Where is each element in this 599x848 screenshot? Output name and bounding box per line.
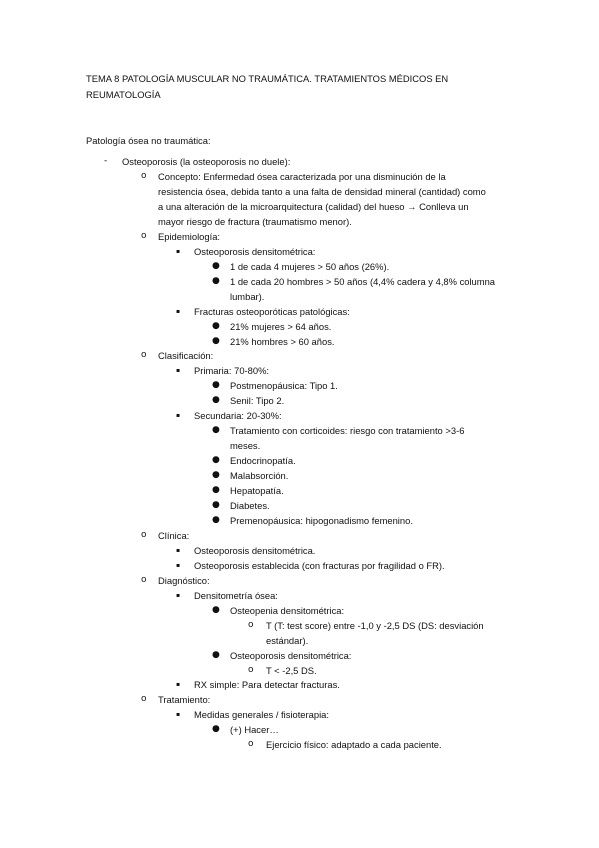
circle-bullet: o xyxy=(248,620,254,630)
dot-bullet: ● xyxy=(212,380,220,390)
dot-bullet: ● xyxy=(212,650,220,660)
square-bullet: ▪ xyxy=(176,562,181,569)
dot-bullet: ● xyxy=(212,515,220,525)
epidemiologia-heading: Epidemiología: xyxy=(158,231,221,242)
circle-bullet: o xyxy=(141,694,147,704)
secundaria-item-4: Hepatopatía. xyxy=(230,485,284,496)
square-bullet: ▪ xyxy=(176,248,181,255)
dot-bullet: ● xyxy=(212,455,220,465)
secundaria-heading: Secundaria: 20-30%: xyxy=(194,410,282,421)
square-bullet: ▪ xyxy=(176,547,181,554)
secundaria-item-1-line-2: meses. xyxy=(230,440,261,451)
concepto-line-3: a una alteración de la microarquitectura (calidad) del hueso → Conlleva un xyxy=(158,201,469,212)
dot-bullet: ● xyxy=(212,395,220,405)
clinica-item-2: Osteoporosis establecida (con fracturas por fragilidad o FR). xyxy=(194,560,445,571)
dot-bullet: ● xyxy=(212,470,220,480)
section-heading: Patología ósea no traumática: xyxy=(86,135,211,146)
square-bullet: ▪ xyxy=(176,711,181,718)
circle-bullet: o xyxy=(141,231,147,241)
hacer-item: Ejercicio físico: adaptado a cada paciente. xyxy=(266,739,442,750)
rx-simple: RX simple: Para detectar fracturas. xyxy=(194,679,340,690)
secundaria-item-3: Malabsorción. xyxy=(230,470,289,481)
epi-fracturas-item-1: 21% mujeres > 64 años. xyxy=(230,321,332,332)
primaria-item-1: Postmenopáusica: Tipo 1. xyxy=(230,380,338,391)
clinica-heading: Clínica: xyxy=(158,530,190,541)
circle-bullet: o xyxy=(141,575,147,585)
dot-bullet: ● xyxy=(212,336,220,346)
clinica-item-1: Osteoporosis densitométrica. xyxy=(194,545,316,556)
title-line-1: TEMA 8 PATOLOGÍA MUSCULAR NO TRAUMÁTICA. TRATAMIENTOS MÉDICOS EN xyxy=(86,73,449,84)
epi-fracturas-item-2: 21% hombres > 60 años. xyxy=(230,336,335,347)
hacer-heading: (+) Hacer… xyxy=(230,724,279,735)
secundaria-item-2: Endocrinopatía. xyxy=(230,455,296,466)
dot-bullet: ● xyxy=(212,485,220,495)
epi-densitometrica-item-2-line-1: 1 de cada 20 hombres > 50 años (4,4% cadera y 4,8% columna xyxy=(230,276,496,287)
circle-bullet: o xyxy=(141,350,147,360)
epi-densitometrica-item-1: 1 de cada 4 mujeres > 50 años (26%). xyxy=(230,261,390,272)
dot-bullet: ● xyxy=(212,500,220,510)
title-line-2: REUMATOLOGÍA xyxy=(86,89,161,100)
dot-bullet: ● xyxy=(212,724,220,734)
dot-bullet: ● xyxy=(212,276,220,286)
osteoporosis-heading: Osteoporosis (la osteoporosis no duele): xyxy=(122,156,291,167)
diag-osteoporosis-item: T < -2,5 DS. xyxy=(266,665,317,676)
square-bullet: ▪ xyxy=(176,412,181,419)
epi-densitometrica-heading: Osteoporosis densitométrica: xyxy=(194,246,316,257)
osteopenia-item-line-1: T (T: test score) entre -1,0 y -2,5 DS (DS: desviación xyxy=(266,620,484,631)
circle-bullet: o xyxy=(141,530,147,540)
osteopenia-heading: Osteopenia densitométrica: xyxy=(230,605,345,616)
tratamiento-heading: Tratamiento: xyxy=(158,694,211,705)
concepto-line-1: Concepto: Enfermedad ósea caracterizada por una disminución de la xyxy=(158,171,446,182)
clasificacion-heading: Clasificación: xyxy=(158,350,214,361)
diag-osteoporosis-heading: Osteoporosis densitométrica: xyxy=(230,650,352,661)
dash-bullet: - xyxy=(104,156,108,166)
concepto-line-4: mayor riesgo de fractura (traumatismo menor). xyxy=(158,216,352,227)
square-bullet: ▪ xyxy=(176,308,181,315)
primaria-heading: Primaria: 70-80%: xyxy=(194,365,270,376)
square-bullet: ▪ xyxy=(176,367,181,374)
circle-bullet: o xyxy=(248,739,254,749)
secundaria-item-5: Diabetes. xyxy=(230,500,270,511)
medidas-heading: Medidas generales / fisioterapia: xyxy=(194,709,329,720)
secundaria-item-1-line-1: Tratamiento con corticoides: riesgo con tratamiento >3-6 xyxy=(230,425,465,436)
osteopenia-item-line-2: estándar). xyxy=(266,635,309,646)
epi-densitometrica-item-2-line-2: lumbar). xyxy=(230,291,265,302)
epi-fracturas-heading: Fracturas osteoporóticas patológicas: xyxy=(194,306,350,317)
square-bullet: ▪ xyxy=(176,681,181,688)
dot-bullet: ● xyxy=(212,605,220,615)
circle-bullet: o xyxy=(141,171,147,181)
dot-bullet: ● xyxy=(212,261,220,271)
densitometria-heading: Densitometría ósea: xyxy=(194,590,278,601)
dot-bullet: ● xyxy=(212,425,220,435)
square-bullet: ▪ xyxy=(176,592,181,599)
secundaria-item-6: Premenopáusica: hipogonadismo femenino. xyxy=(230,515,413,526)
diagnostico-heading: Diagnóstico: xyxy=(158,575,210,586)
circle-bullet: o xyxy=(248,665,254,675)
primaria-item-2: Senil: Tipo 2. xyxy=(230,395,285,406)
dot-bullet: ● xyxy=(212,321,220,331)
concepto-line-2: resistencia ósea, debida tanto a una falta de densidad mineral (cantidad) como xyxy=(158,186,486,197)
